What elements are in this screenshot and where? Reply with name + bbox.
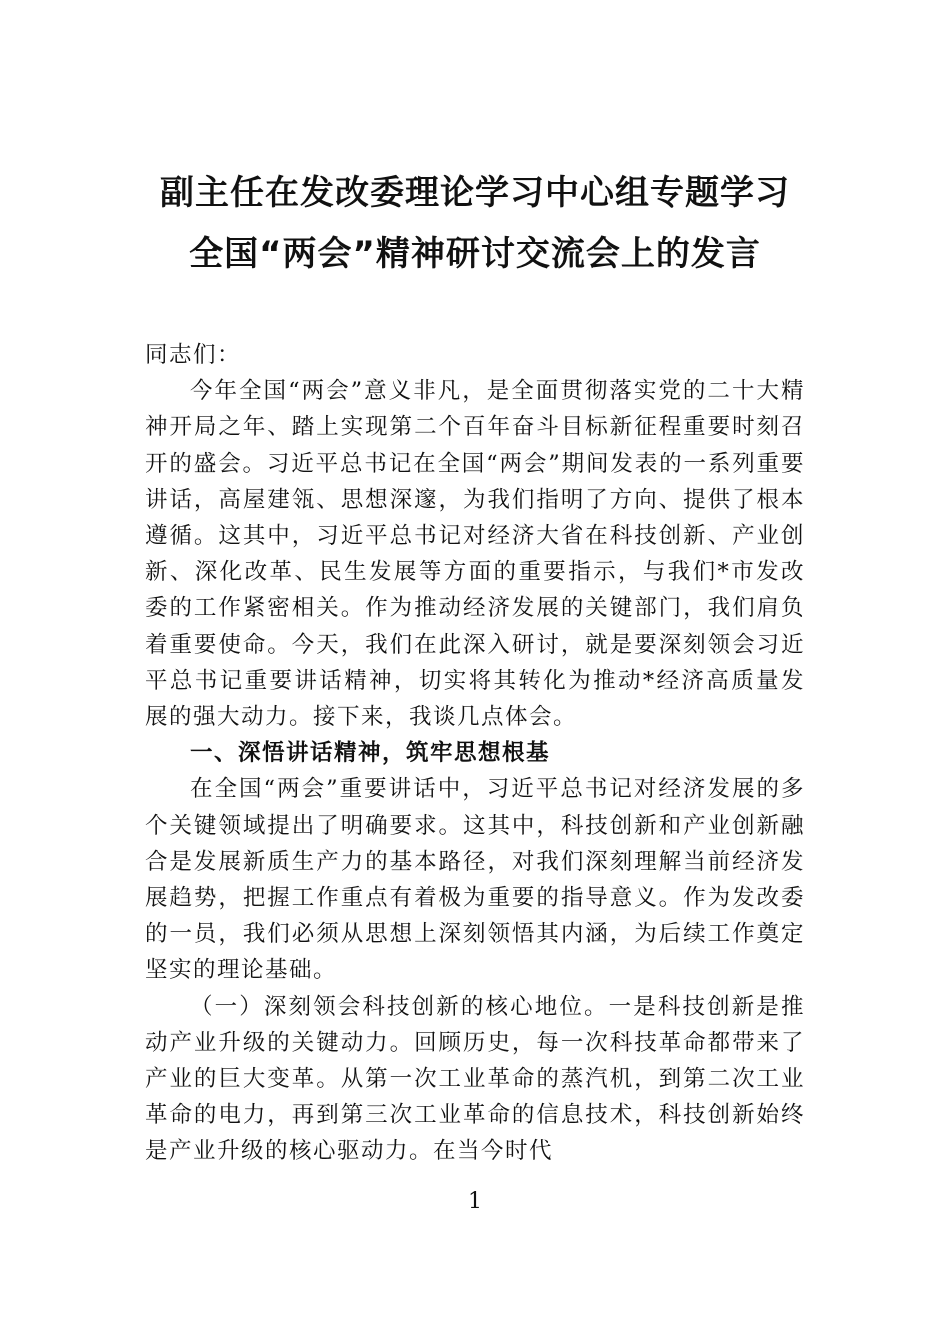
intro-paragraph: 今年全国“两会”意义非凡，是全面贯彻落实党的二十大精神开局之年、踏上实现第二个百年奋斗目标新征程重要时刻召开的盛会。习近平总书记在全国“两会”期间发表的一系列重要讲话，高屋建瓴、思想深邃，为我们指明了方向、提供了根本遵循。这其中，习近平总书记对经济大省在科技创新、产业创新、深化改革、民生发展等方面的重要指示，与我们*市发改委的工作紧密相关。作为推动经济发展的关键部门，我们肩负着重要使命。今天，我们在此深入研讨，就是要深刻领会习近平总书记重要讲话精神，切实将其转化为推动*经济高质量发展的强大动力。接下来，我谈几点体会。	[145, 378, 805, 731]
subsection-1-text: 一是科技创新是推动产业升级的关键动力。回顾历史，每一次科技革命都带来了产业的巨大变革。从第一次工业革命的蒸汽机，到第二次工业革命的电力，再到第三次工业革命的信息技术，科技创新始终是产业升级的核心驱动力。在当今时代	[145, 993, 805, 1165]
subsection-1-paragraph	[145, 989, 805, 1170]
document-body	[145, 337, 805, 1170]
section-1-paragraph: 在全国“两会”重要讲话中，习近平总书记对经济发展的多个关键领域提出了明确要求。这其中，科技创新和产业创新融合是发展新质生产力的基本路径，对我们深刻理解当前经济发展趋势，把握工作重点有着极为重要的指导意义。作为发改委的一员，我们必须从思想上深刻领悟其内涵，为后续工作奠定坚实的理论基础。	[145, 776, 805, 984]
document-title-line-1: 副主任在发改委理论学习中心组专题学习	[160, 173, 790, 213]
page-number: 1	[468, 1189, 482, 1214]
salutation: 同志们：	[145, 342, 242, 368]
subsection-1-label: （一）深刻领会科技创新的核心地位。	[190, 993, 609, 1020]
section-1-heading: 一、深悟讲话精神，筑牢思想根基	[190, 740, 551, 767]
document-title-line-2: 全国“两会”精神研讨交流会上的发言	[189, 234, 761, 274]
